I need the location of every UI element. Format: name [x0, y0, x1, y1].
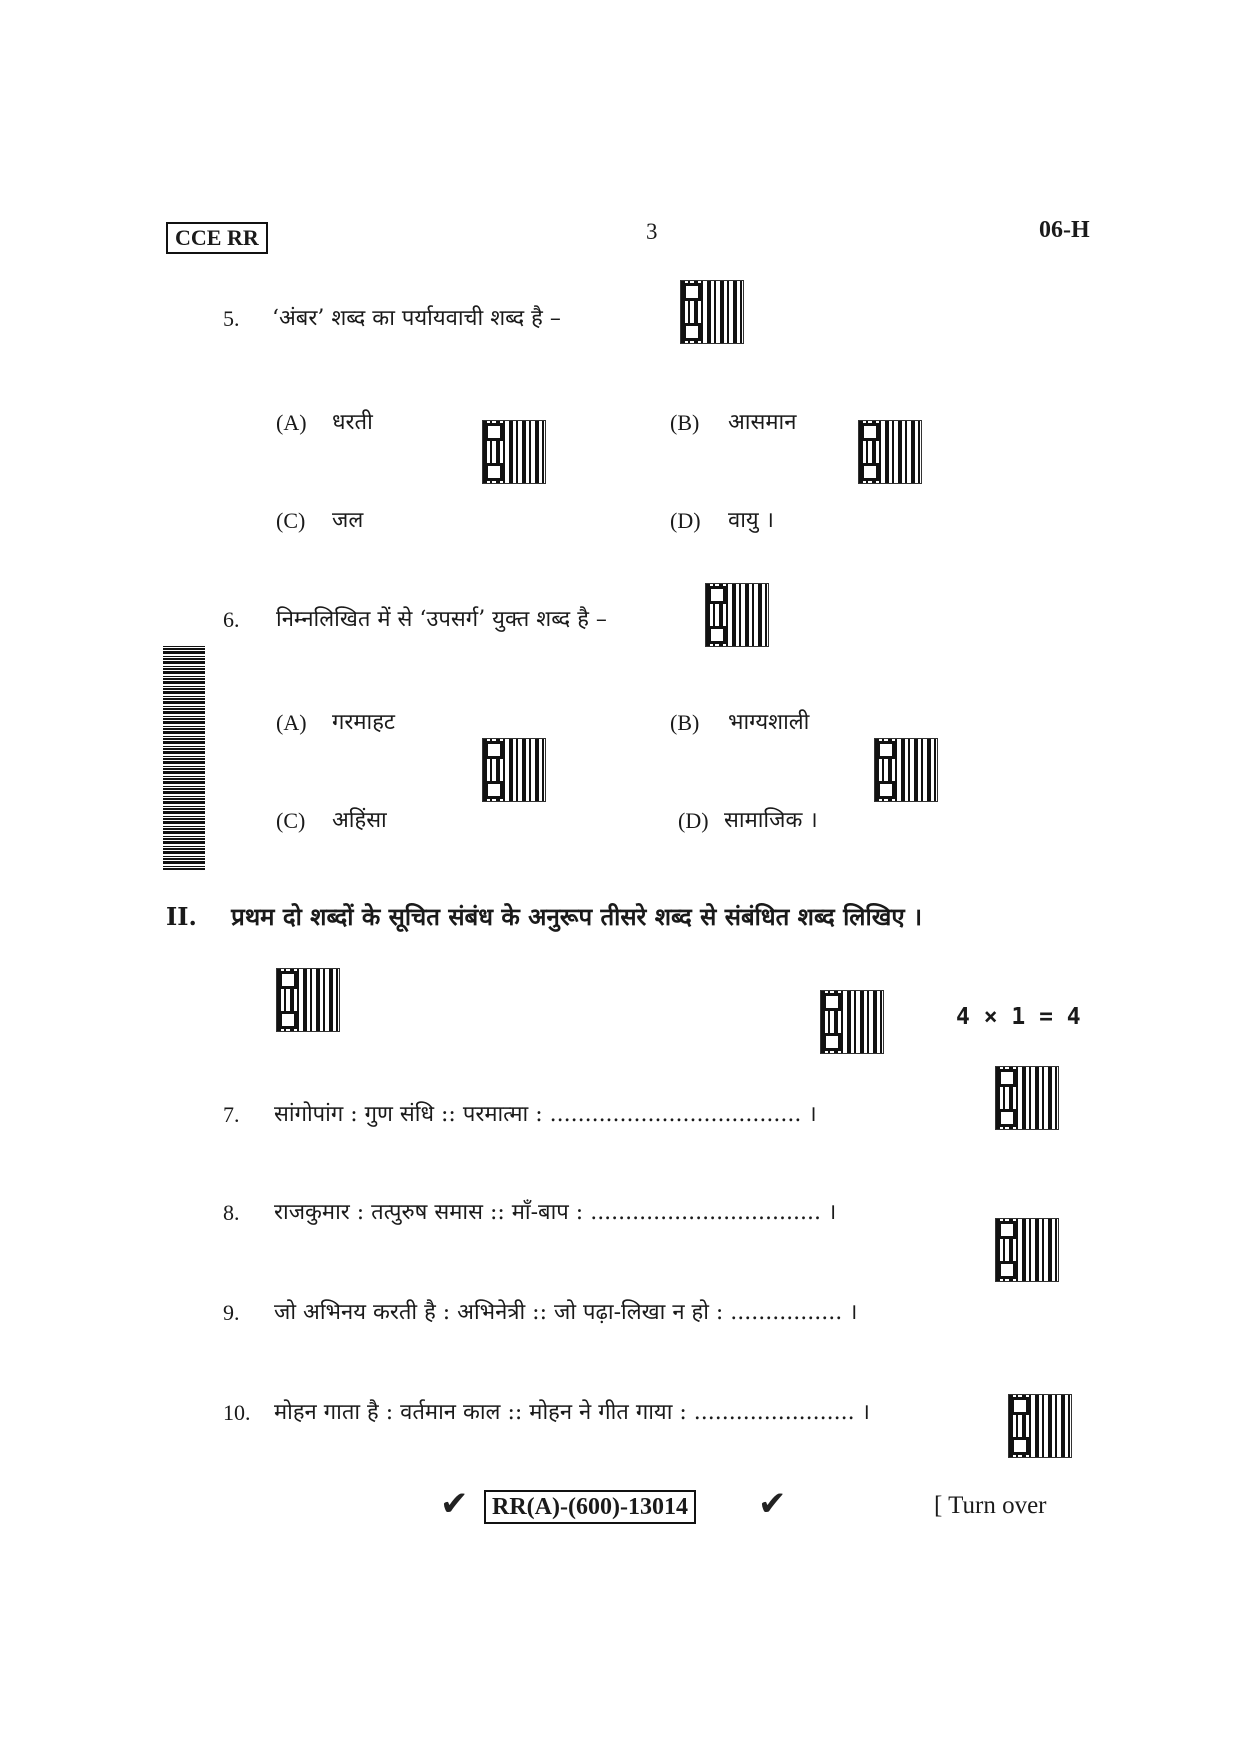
page-number: 3 [646, 219, 658, 244]
q6-option-c-label: (C) [276, 808, 306, 833]
footer-code: RR(A)-(600)-13014 [484, 1490, 696, 1524]
question-10-text: मोहन गाता है : वर्तमान काल :: मोहन ने गीत गाया : ....................... । [274, 1400, 870, 1425]
qr-code-icon [482, 738, 546, 802]
qr-code-icon [874, 738, 938, 802]
section-2-marks: 4 × 1 = 4 [956, 1004, 1081, 1030]
question-7-text: सांगोपांग : गुण संधि :: परमात्मा : .................................... । [274, 1102, 817, 1127]
question-9-text: जो अभिनय करती है : अभिनेत्री :: जो पढ़ा-लिखा न हो : ................ । [274, 1300, 858, 1325]
q5-option-a-label: (A) [276, 410, 307, 435]
qr-code-icon [276, 968, 340, 1032]
qr-code-icon [482, 420, 546, 484]
question-9-number: 9. [223, 1300, 240, 1325]
question-5-text: ‘अंबर’ शब्द का पर्यायवाची शब्द है – [272, 306, 561, 331]
turn-over-label: [ Turn over [934, 1492, 1047, 1519]
tick-mark-icon: ✔ [758, 1484, 787, 1524]
q6-option-a-label: (A) [276, 710, 307, 735]
section-2-number: II. [166, 902, 197, 931]
question-8-number: 8. [223, 1200, 240, 1225]
section-2-instruction: प्रथम दो शब्दों के सूचित संबंध के अनुरूप तीसरे शब्द से संबंधित शब्द लिखिए । [231, 902, 923, 931]
question-6-number: 6. [223, 607, 240, 632]
qr-code-icon [995, 1066, 1059, 1130]
question-5-number: 5. [223, 306, 240, 331]
q6-option-a-text: गरमाहट [332, 710, 396, 735]
qr-code-icon [995, 1218, 1059, 1282]
qr-code-icon [705, 583, 769, 647]
q5-option-b-text: आसमान [728, 410, 797, 435]
qr-code-icon [680, 280, 744, 344]
qr-code-icon [820, 990, 884, 1054]
q6-option-d-label: (D) [678, 808, 709, 833]
section-2-heading [166, 900, 922, 933]
question-8-text: राजकुमार : तत्पुरुष समास :: माँ-बाप : ................................. । [274, 1200, 837, 1225]
q6-option-d-text: सामाजिक । [724, 808, 818, 833]
question-7-number: 7. [223, 1102, 240, 1127]
question-10-number: 10. [223, 1400, 251, 1425]
q5-option-c-label: (C) [276, 508, 306, 533]
tick-mark-icon: ✔ [440, 1484, 469, 1524]
q5-option-d-label: (D) [670, 508, 701, 533]
side-barcode [163, 644, 205, 870]
header-box-cce-rr: CCE RR [166, 222, 268, 254]
q5-option-b-label: (B) [670, 410, 700, 435]
qr-code-icon [1008, 1394, 1072, 1458]
q6-option-c-text: अहिंसा [332, 808, 387, 833]
q5-option-d-text: वायु । [728, 508, 775, 533]
q5-option-c-text: जल [332, 508, 364, 533]
q6-option-b-label: (B) [670, 710, 700, 735]
q6-option-b-text: भाग्यशाली [728, 710, 810, 735]
q5-option-a-text: धरती [332, 410, 373, 435]
question-6-text: निम्नलिखित में से ‘उपसर्ग’ युक्त शब्द है – [276, 607, 607, 632]
paper-code: 06-H [1039, 217, 1090, 243]
qr-code-icon [858, 420, 922, 484]
